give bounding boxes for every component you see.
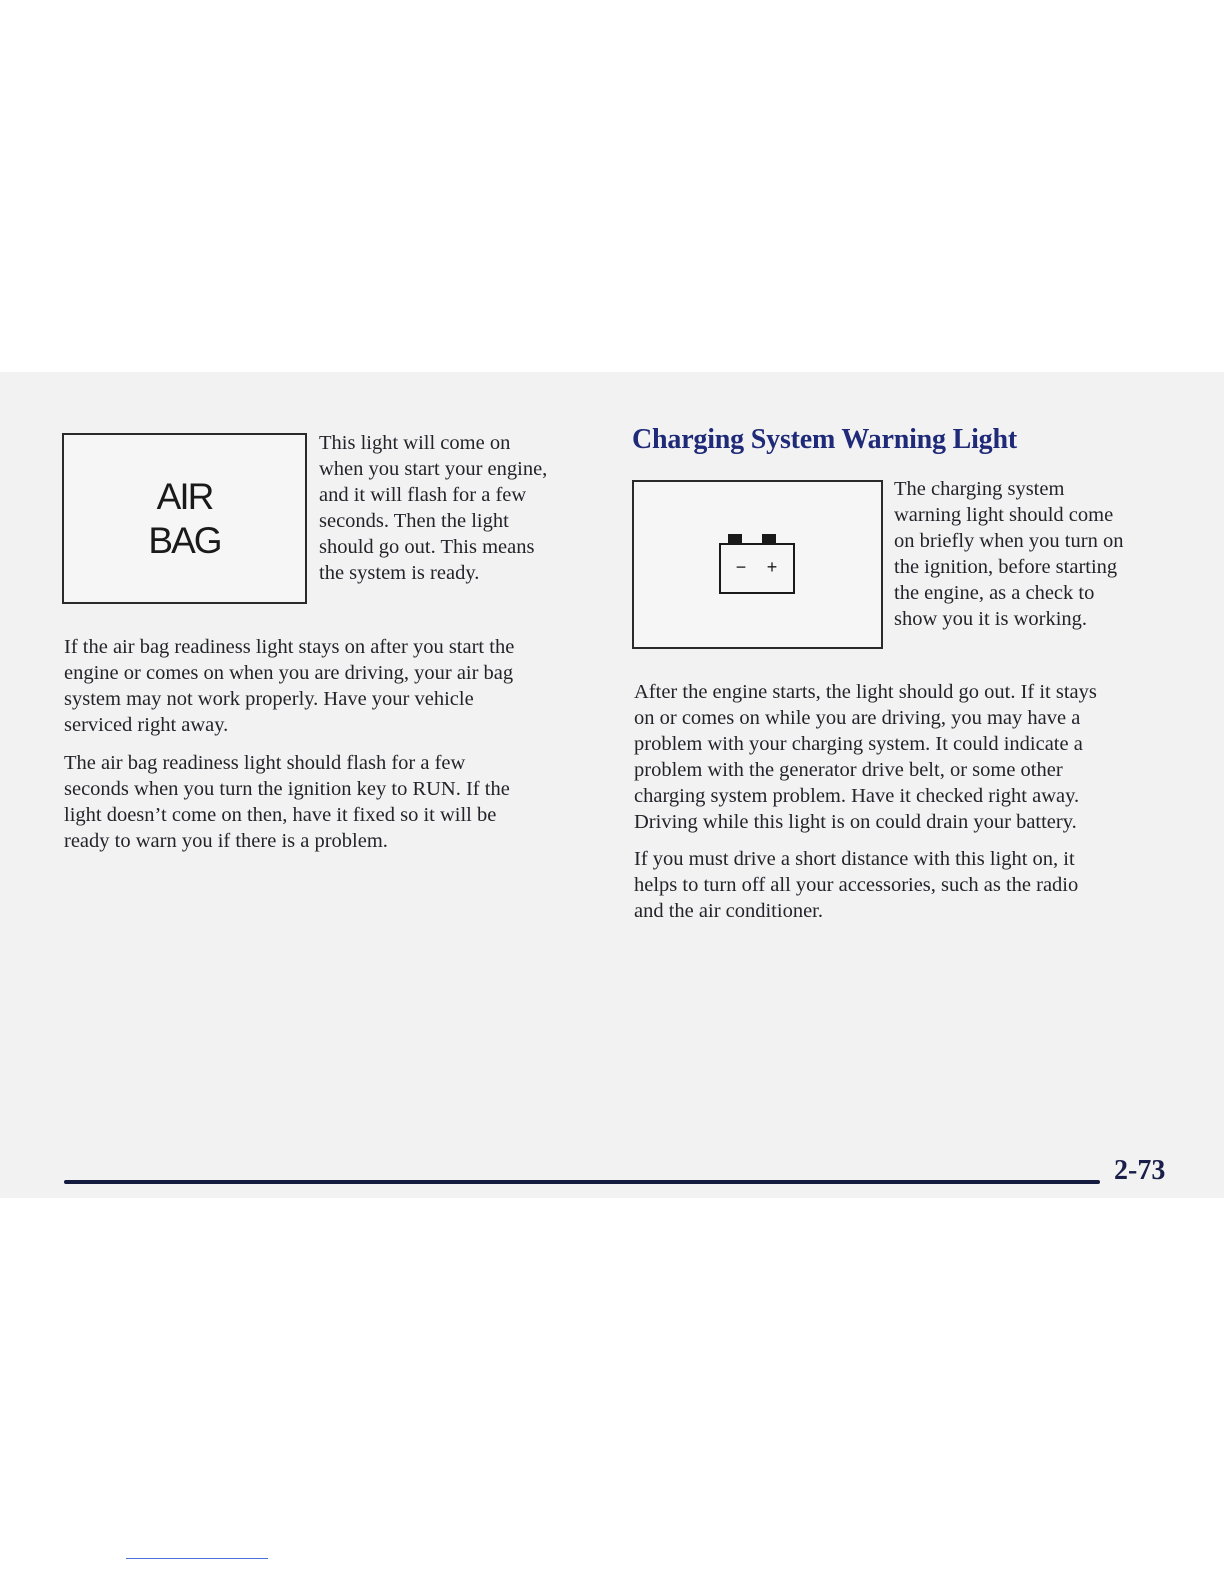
text-line: engine or comes on when you are driving, your air bag	[64, 662, 514, 684]
text-line: If the air bag readiness light stays on after you start the	[64, 636, 515, 658]
text-line: problem with the generator drive belt, or some other	[634, 759, 1063, 781]
text-line: If you must drive a short distance with this light on, it	[634, 848, 1075, 870]
text-line: serviced right away.	[64, 714, 229, 736]
text-line: light doesn’t come on then, have it fixed so it will be	[64, 804, 497, 826]
text-line: helps to turn off all your accessories, such as the radio	[634, 874, 1079, 896]
airbag-paragraph-2	[64, 750, 510, 854]
airbag-indicator-line: AIR	[156, 476, 213, 517]
text-line: Driving while this light is on could drain your battery.	[634, 811, 1077, 833]
airbag-indicator-line: BAG	[148, 520, 221, 561]
battery-minus-sign: −	[735, 557, 747, 577]
text-line: the ignition, before starting	[894, 556, 1118, 578]
text-line: and the air conditioner.	[634, 900, 823, 922]
text-line: warning light should come	[894, 504, 1114, 526]
text-line: charging system problem. Have it checked right away.	[634, 785, 1080, 807]
airbag-indicator-label	[64, 475, 305, 563]
text-line: and it will flash for a few	[319, 484, 527, 506]
battery-body	[720, 544, 794, 593]
airbag-paragraph-1	[64, 634, 514, 738]
text-line: This light will come on	[319, 432, 511, 454]
text-line: problem with your charging system. It could indicate a	[634, 733, 1083, 755]
charging-paragraph-1	[634, 679, 1097, 835]
text-line: The air bag readiness light should flash for a few	[64, 752, 466, 774]
battery-icon	[717, 532, 797, 598]
airbag-indicator-box	[62, 433, 307, 604]
text-line: ready to warn you if there is a problem.	[64, 830, 388, 852]
text-line: After the engine starts, the light should go out. If it stays	[634, 681, 1097, 703]
footer-rule	[64, 1180, 1100, 1184]
text-line: seconds when you turn the ignition key to RUN. If the	[64, 778, 510, 800]
page-number: 2-73	[1114, 1155, 1166, 1186]
text-line: on briefly when you turn on	[894, 530, 1124, 552]
battery-plus-sign: +	[766, 557, 778, 577]
text-line: should go out. This means	[319, 536, 535, 558]
text-line: system may not work properly. Have your vehicle	[64, 688, 474, 710]
section-heading: Charging System Warning Light	[632, 424, 1017, 455]
text-line: seconds. Then the light	[319, 510, 509, 532]
text-line: show you it is working.	[894, 608, 1088, 630]
text-line: the system is ready.	[319, 562, 480, 584]
charging-side-text	[894, 476, 1123, 632]
text-line: the engine, as a check to	[894, 582, 1095, 604]
text-line: when you start your engine,	[319, 458, 548, 480]
text-line: on or comes on while you are driving, you may have a	[634, 707, 1081, 729]
text-line: The charging system	[894, 478, 1065, 500]
charging-paragraph-2	[634, 846, 1078, 924]
bottom-underline	[126, 1558, 268, 1559]
airbag-side-text	[319, 430, 547, 586]
charging-indicator-box	[632, 480, 883, 649]
